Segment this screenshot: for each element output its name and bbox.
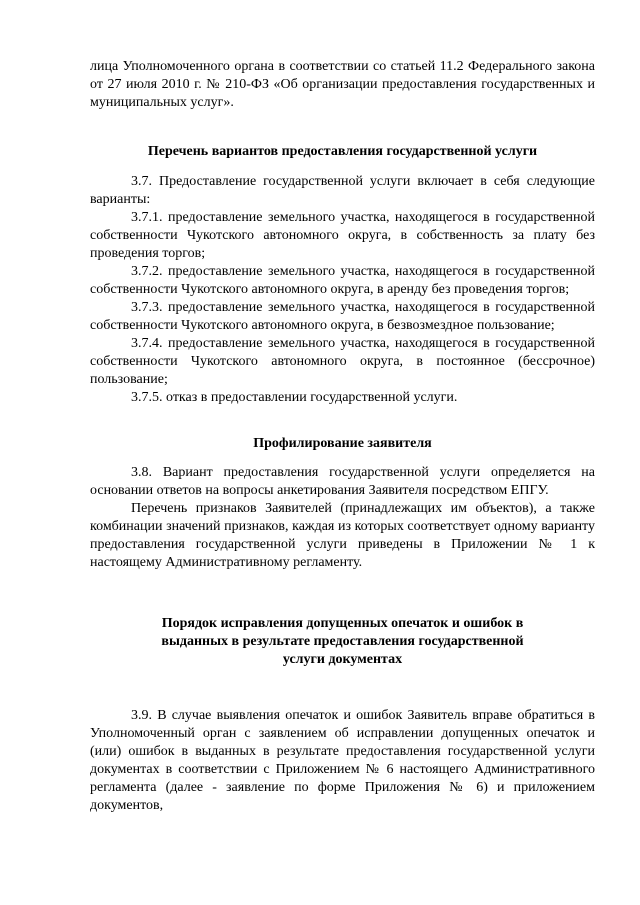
heading-service-variants: Перечень вариантов предоставления государственной услуги [147, 144, 538, 159]
paragraph-3-7-3: 3.7.3. предоставление земельного участка, находящегося в государственной собственности Чукотского автономного округа, в безвозмездное пользование; [90, 300, 595, 333]
intro-paragraph: лица Уполномоченного органа в соответствии со статьей 11.2 Федерального закона от 27 июля 2010 г. № 210-ФЗ «Об организации предоставления государственных и муниципальных услуг». [90, 59, 595, 110]
heading-error-correction: Порядок исправления допущенных опечаток и ошибок в выданных в результате предоставления государственной услуги документах [161, 616, 524, 667]
paragraph-3-7-2: 3.7.2. предоставление земельного участка, находящегося в государственной собственности Чукотского автономного округа, в аренду без проведения торгов; [90, 264, 595, 297]
document-body [90, 58, 595, 815]
paragraph-3-8-criteria: Перечень признаков Заявителей (принадлежащих им объектов), а также комбинации значений признаков, каждая из которых соответствует одному варианту предоставления государственной услуги приведены в Приложении № 1 к настоящему Административному регламенту. [90, 501, 595, 570]
heading-applicant-profiling: Профилирование заявителя [253, 436, 432, 451]
paragraph-3-7-1: 3.7.1. предоставление земельного участка, находящегося в государственной собственности Чукотского автономного округа, в собственность за плату без проведения торгов; [90, 210, 595, 261]
paragraph-3-7-5: 3.7.5. отказ в предоставлении государственной услуги. [131, 390, 458, 405]
paragraph-3-9: 3.9. В случае выявления опечаток и ошибок Заявитель вправе обратиться в Уполномоченный орган с заявлением об исправлении допущенных опечаток и (или) ошибок в выданных в результате предоставления государственной услуги документах в соответствии с Приложением № 6 настоящего Административного регламента (далее - заявление по форме Приложения № 6) и приложением документов, [90, 708, 595, 813]
paragraph-3-7: 3.7. Предоставление государственной услуги включает в себя следующие варианты: [90, 174, 595, 207]
paragraph-3-8: 3.8. Вариант предоставления государственной услуги определяется на основании ответов на вопросы анкетирования Заявителя посредством ЕПГУ. [90, 465, 595, 498]
paragraph-3-7-4: 3.7.4. предоставление земельного участка, находящегося в государственной собственности Чукотского автономного округа, в постоянное (бессрочное) пользование; [90, 336, 595, 387]
